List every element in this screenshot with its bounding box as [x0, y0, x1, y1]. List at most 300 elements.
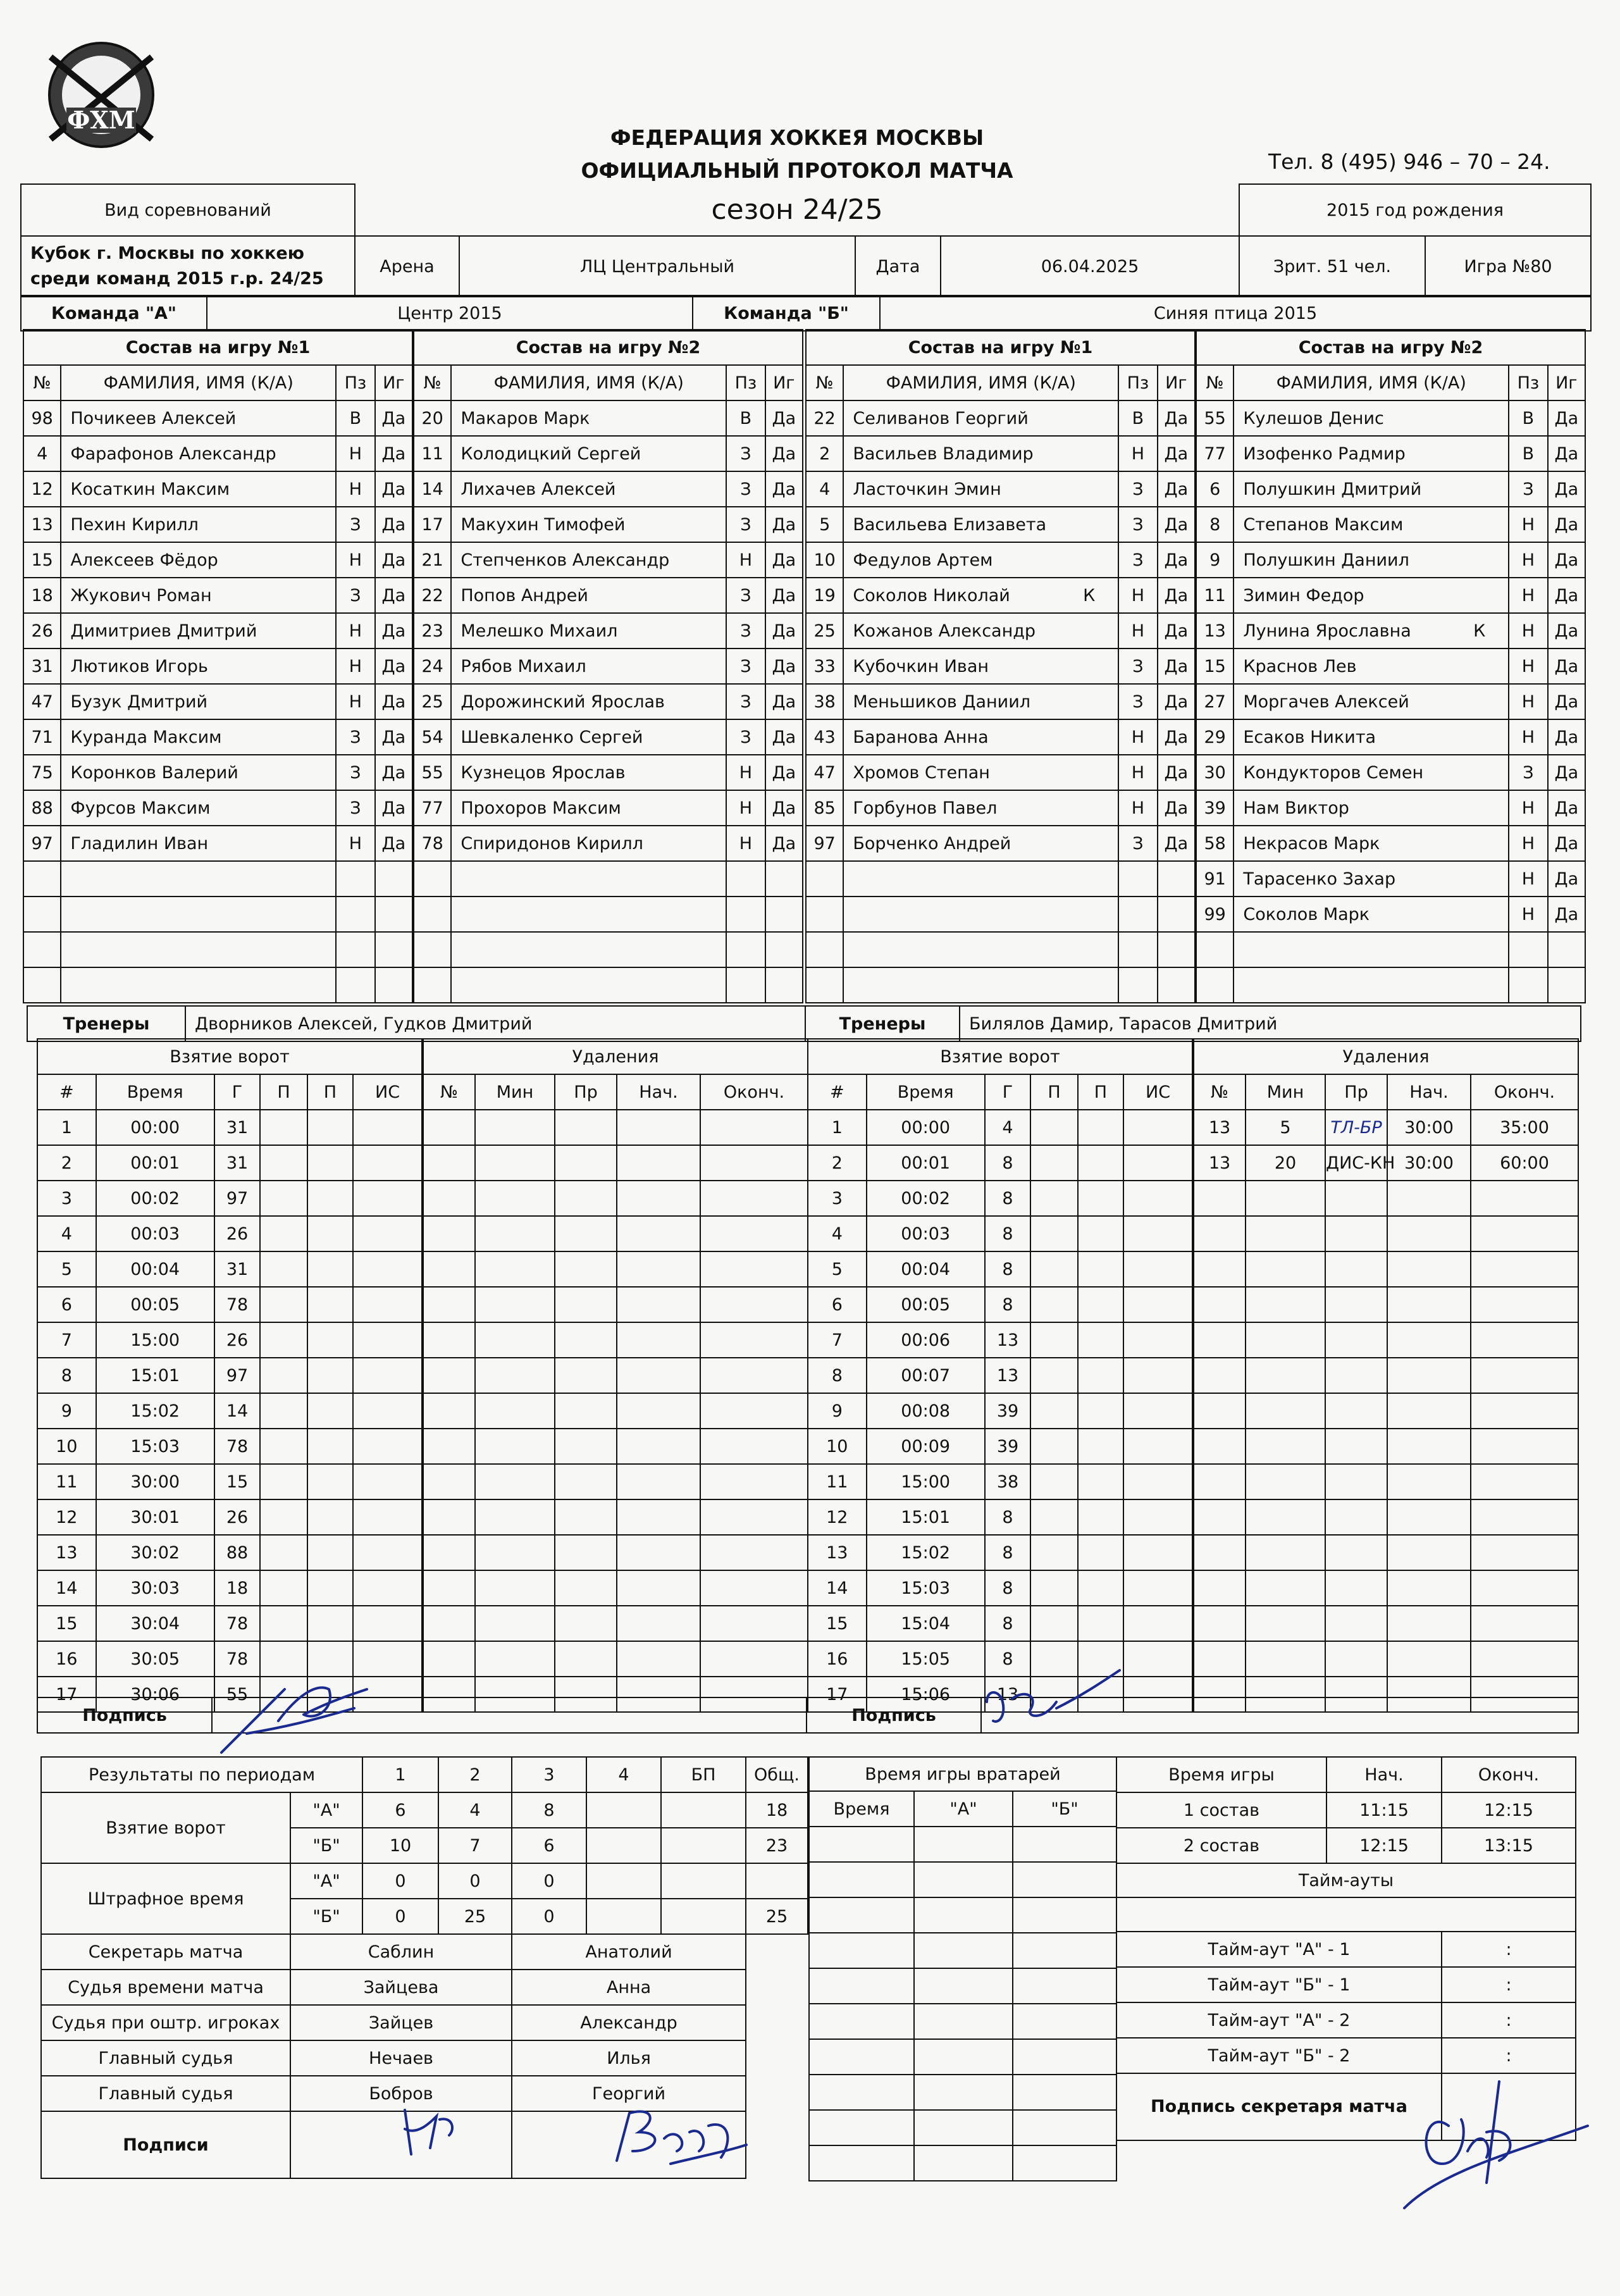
roster-table-4 — [1196, 329, 1586, 1003]
player-number: 55 — [414, 755, 451, 790]
empty-cell — [1118, 897, 1157, 932]
empty-cell — [414, 861, 451, 897]
spectators: Зрит. 51 чел. — [1239, 236, 1425, 297]
period-value — [586, 1863, 661, 1899]
player-number: 2 — [806, 436, 843, 471]
player-plays: Да — [765, 755, 803, 790]
playtime-title: Время игры — [1116, 1757, 1326, 1792]
empty-cell — [1471, 1464, 1578, 1499]
empty-cell — [307, 1145, 353, 1181]
period-value: 25 — [438, 1899, 512, 1934]
empty-cell — [555, 1145, 617, 1181]
empty-cell — [1123, 1181, 1192, 1216]
empty-cell — [423, 1287, 475, 1322]
empty-cell — [700, 1641, 808, 1677]
player-plays: Да — [1548, 400, 1585, 436]
player-name-text: Гладилин Иван — [70, 833, 209, 853]
empty-cell — [1158, 897, 1195, 932]
empty-cell — [1013, 2075, 1116, 2110]
player-number: 15 — [1196, 648, 1234, 684]
empty-cell — [1118, 932, 1157, 967]
empty-cell — [475, 1641, 555, 1677]
goal-row — [37, 1358, 422, 1393]
player-name-text: Колодицкий Сергей — [461, 444, 641, 464]
roster-row — [806, 507, 1195, 542]
penalty-row — [1194, 1641, 1578, 1677]
empty-cell — [260, 1570, 307, 1606]
empty-cell — [451, 861, 726, 897]
empty-cell — [475, 1216, 555, 1251]
goalie-header: Время — [809, 1791, 914, 1827]
empty-cell — [260, 1145, 307, 1181]
empty-cell — [1325, 1570, 1387, 1606]
player-position: Н — [1509, 684, 1547, 719]
player-position: З — [336, 507, 374, 542]
goalie-header: "А" — [914, 1791, 1013, 1827]
player-name — [843, 578, 1118, 613]
empty-cell — [1123, 1606, 1192, 1641]
period-value: 25 — [746, 1899, 808, 1934]
goal-cell: 17 — [37, 1677, 96, 1712]
goal-row — [37, 1393, 422, 1429]
goal-row — [37, 1145, 422, 1181]
official-row — [41, 1934, 808, 1970]
empty-cell — [700, 1570, 808, 1606]
period-value — [586, 1792, 661, 1828]
goal-cell: 8 — [37, 1358, 96, 1393]
captain-mark: К — [1473, 621, 1486, 641]
roster-row — [1196, 861, 1585, 897]
empty-cell — [1013, 1968, 1116, 2004]
empty-cell — [307, 1570, 353, 1606]
player-name — [843, 471, 1118, 507]
penalty-header: Мин — [475, 1074, 555, 1110]
empty-cell — [423, 1464, 475, 1499]
goal-row — [37, 1216, 422, 1251]
penalty-row — [423, 1570, 808, 1606]
official-role: Судья времени матча — [41, 1970, 290, 2005]
empty-cell — [1246, 1641, 1325, 1677]
empty-cell — [1123, 1358, 1192, 1393]
player-position: Н — [726, 790, 765, 826]
empty-cell — [475, 1535, 555, 1570]
empty-cell — [1246, 1251, 1325, 1287]
player-position: Н — [726, 542, 765, 578]
empty-cell — [1118, 967, 1157, 1003]
goal-cell: 9 — [37, 1393, 96, 1429]
goal-cell: 2 — [808, 1145, 867, 1181]
roster-row — [414, 400, 803, 436]
goal-cell: 97 — [214, 1358, 260, 1393]
empty-cell — [1246, 1464, 1325, 1499]
goal-cell: 11 — [808, 1464, 867, 1499]
player-name — [451, 471, 726, 507]
penalty-cell: ДИС-КН — [1325, 1145, 1387, 1181]
empty-cell — [1246, 1429, 1325, 1464]
player-number: 47 — [23, 684, 61, 719]
goal-cell: 00:04 — [96, 1251, 214, 1287]
empty-cell — [307, 1216, 353, 1251]
player-plays: Да — [375, 755, 412, 790]
roster-row — [414, 684, 803, 719]
empty-cell — [806, 932, 843, 967]
empty-cell — [336, 861, 374, 897]
empty-cell — [1325, 1499, 1387, 1535]
empty-cell — [260, 1287, 307, 1322]
player-name-text: Коронков Валерий — [70, 762, 238, 783]
official-surname: Зайцев — [290, 2005, 512, 2040]
empty-cell — [423, 1358, 475, 1393]
roster-row — [23, 719, 412, 755]
player-name — [61, 507, 336, 542]
empty-cell — [1471, 1181, 1578, 1216]
goal-cell: 00:03 — [867, 1216, 985, 1251]
goal-cell: 26 — [214, 1322, 260, 1358]
goal-cell: 8 — [985, 1570, 1030, 1606]
player-plays: Да — [1158, 648, 1195, 684]
playtime-end: 13:15 — [1442, 1828, 1576, 1863]
penalties-table-a — [423, 1038, 808, 1713]
signature-team-a — [209, 1670, 373, 1759]
player-number: 8 — [1196, 507, 1234, 542]
penalty-row — [1194, 1110, 1578, 1145]
player-position: В — [726, 400, 765, 436]
roster-row — [23, 542, 412, 578]
player-plays: Да — [1548, 613, 1585, 648]
goal-cell: 9 — [808, 1393, 867, 1429]
goal-cell: 13 — [985, 1358, 1030, 1393]
empty-cell — [1078, 1145, 1123, 1181]
goal-cell: 31 — [214, 1251, 260, 1287]
roster-row — [23, 897, 412, 932]
goals-title: Взятие ворот — [808, 1039, 1192, 1074]
player-number: 25 — [414, 684, 451, 719]
player-position: З — [1118, 684, 1157, 719]
goal-cell: 13 — [985, 1677, 1030, 1712]
player-plays: Да — [1548, 684, 1585, 719]
player-name — [451, 826, 726, 861]
penalty-row — [1194, 1181, 1578, 1216]
empty-cell — [23, 932, 61, 967]
goals-label: Взятие ворот — [41, 1792, 290, 1863]
roster-table-1 — [23, 329, 413, 1003]
empty-cell — [914, 1862, 1013, 1897]
goal-header: ИС — [353, 1074, 422, 1110]
player-number: 99 — [1196, 897, 1234, 932]
goal-cell: 00:02 — [96, 1181, 214, 1216]
player-position: Н — [1118, 719, 1157, 755]
penalty-cell: 5 — [1246, 1110, 1325, 1145]
player-name-text: Лунина Ярославна — [1243, 621, 1411, 641]
player-plays: Да — [765, 507, 803, 542]
empty-cell — [1509, 932, 1547, 967]
penalty-row — [423, 1429, 808, 1464]
roster-row — [806, 719, 1195, 755]
player-number: 12 — [23, 471, 61, 507]
player-number: 5 — [806, 507, 843, 542]
player-position: Н — [336, 471, 374, 507]
goal-row — [808, 1110, 1192, 1145]
empty-cell — [809, 2145, 914, 2181]
empty-cell — [617, 1145, 700, 1181]
empty-cell — [1123, 1535, 1192, 1570]
empty-cell — [1078, 1606, 1123, 1641]
player-name — [61, 436, 336, 471]
empty-cell — [1471, 1429, 1578, 1464]
goal-row — [37, 1464, 422, 1499]
goal-cell: 17 — [808, 1677, 867, 1712]
player-plays: Да — [1158, 542, 1195, 578]
empty-cell — [555, 1641, 617, 1677]
empty-cell — [809, 2075, 914, 2110]
empty-cell — [1194, 1216, 1246, 1251]
goal-cell: 8 — [808, 1358, 867, 1393]
empty-cell — [1325, 1287, 1387, 1322]
empty-cell — [375, 967, 412, 1003]
team-tag: "Б" — [290, 1899, 362, 1934]
period-header: Общ. — [746, 1757, 808, 1792]
player-number: 17 — [414, 507, 451, 542]
empty-cell — [1387, 1499, 1471, 1535]
player-name — [1234, 719, 1509, 755]
empty-cell — [423, 1429, 475, 1464]
goal-header: ИС — [1123, 1074, 1192, 1110]
player-plays: Да — [765, 578, 803, 613]
penalty-header: Пр — [1325, 1074, 1387, 1110]
official-name: Александр — [512, 2005, 746, 2040]
official-name: Георгий — [512, 2076, 746, 2111]
goal-header: П — [1030, 1074, 1077, 1110]
player-name-text: Пехин Кирилл — [70, 514, 199, 535]
player-name-text: Полушкин Даниил — [1243, 550, 1409, 570]
roster-row — [806, 861, 1195, 897]
period-header: БП — [661, 1757, 746, 1792]
empty-cell — [914, 2039, 1013, 2075]
player-number: 20 — [414, 400, 451, 436]
empty-cell — [700, 1287, 808, 1322]
roster-row — [23, 755, 412, 790]
arena-value: ЛЦ Центральный — [459, 236, 855, 297]
roster-row — [1196, 826, 1585, 861]
penalty-header: Пр — [555, 1074, 617, 1110]
empty-cell — [1194, 1358, 1246, 1393]
empty-cell — [1471, 1606, 1578, 1641]
goal-row — [37, 1322, 422, 1358]
goal-cell: 15:06 — [867, 1677, 985, 1712]
roster-row — [414, 897, 803, 932]
empty-cell — [617, 1216, 700, 1251]
empty-cell — [555, 1570, 617, 1606]
roster-row — [414, 755, 803, 790]
player-name-text: Жукович Роман — [70, 585, 212, 605]
penalties-title: Удаления — [423, 1039, 808, 1074]
empty-cell — [61, 861, 336, 897]
goal-header: П — [307, 1074, 353, 1110]
goal-cell: 5 — [808, 1251, 867, 1287]
goal-row — [808, 1499, 1192, 1535]
penalty-cell: 20 — [1246, 1145, 1325, 1181]
coaches-row — [27, 1005, 1581, 1042]
goal-cell: 00:00 — [96, 1110, 214, 1145]
goal-cell: 8 — [985, 1499, 1030, 1535]
player-plays: Да — [1548, 507, 1585, 542]
player-position: З — [1118, 648, 1157, 684]
roster-row — [23, 861, 412, 897]
roster-header-no: № — [806, 365, 843, 400]
roster-row — [414, 648, 803, 684]
goal-cell: 00:05 — [96, 1287, 214, 1322]
empty-cell — [1030, 1251, 1077, 1287]
roster-row — [1196, 507, 1585, 542]
signatures-label: Подписи — [41, 2111, 290, 2178]
signature-judge-2 — [607, 2101, 753, 2170]
goal-cell: 15 — [808, 1606, 867, 1641]
player-number: 75 — [23, 755, 61, 790]
goal-cell: 4 — [37, 1216, 96, 1251]
player-name — [451, 542, 726, 578]
goal-cell: 26 — [214, 1216, 260, 1251]
birth-year: 2015 год рождения — [1239, 184, 1591, 236]
player-name-text: Кубочкин Иван — [853, 656, 989, 676]
empty-cell — [809, 1933, 914, 1968]
roster-row — [1196, 578, 1585, 613]
player-position: Н — [336, 436, 374, 471]
empty-cell — [1246, 1216, 1325, 1251]
roster-header-pos: Пз — [726, 365, 765, 400]
empty-cell — [914, 2145, 1013, 2181]
period-value: 0 — [438, 1863, 512, 1899]
empty-cell — [353, 1181, 422, 1216]
competition-name: Кубок г. Москвы по хоккею среди команд 2015 г.р. 24/25 — [21, 236, 355, 297]
penalty-row — [423, 1393, 808, 1429]
roster-row — [1196, 755, 1585, 790]
player-name-text: Некрасов Марк — [1243, 833, 1380, 853]
player-number: 54 — [414, 719, 451, 755]
penalty-row — [423, 1216, 808, 1251]
empty-cell — [700, 1606, 808, 1641]
player-name-text: Рябов Михаил — [461, 656, 586, 676]
player-plays: Да — [765, 790, 803, 826]
roster-row — [806, 471, 1195, 507]
empty-cell — [555, 1393, 617, 1429]
official-surname: Саблин — [290, 1934, 512, 1970]
player-name — [61, 826, 336, 861]
player-position: Н — [1509, 719, 1547, 755]
goal-cell: 97 — [214, 1181, 260, 1216]
period-value: 23 — [746, 1828, 808, 1863]
roster-header-name: ФАМИЛИЯ, ИМЯ (К/А) — [451, 365, 726, 400]
penalty-header: Оконч. — [1471, 1074, 1578, 1110]
goal-cell: 39 — [985, 1393, 1030, 1429]
goal-cell: 11 — [37, 1464, 96, 1499]
empty-cell — [1471, 1287, 1578, 1322]
roster-row — [806, 684, 1195, 719]
empty-cell — [726, 897, 765, 932]
penalty-row — [1194, 1429, 1578, 1464]
timeout-label: Тайм-аут "Б" - 1 — [1116, 1967, 1442, 2002]
player-number: 29 — [1196, 719, 1234, 755]
player-position: В — [1118, 400, 1157, 436]
penalty-row — [423, 1145, 808, 1181]
period-value — [661, 1792, 746, 1828]
roster-row — [1196, 471, 1585, 507]
empty-cell — [353, 1393, 422, 1429]
penalty-row — [1194, 1499, 1578, 1535]
empty-cell — [475, 1145, 555, 1181]
empty-cell — [765, 932, 803, 967]
roster-header-pos: Пз — [336, 365, 374, 400]
goal-cell: 15:03 — [867, 1570, 985, 1606]
player-number: 27 — [1196, 684, 1234, 719]
empty-cell — [475, 1429, 555, 1464]
player-position: Н — [336, 613, 374, 648]
empty-cell — [475, 1393, 555, 1429]
empty-cell — [809, 2110, 914, 2145]
empty-cell — [423, 1570, 475, 1606]
empty-cell — [1123, 1393, 1192, 1429]
empty-cell — [617, 1429, 700, 1464]
player-number: 91 — [1196, 861, 1234, 897]
player-position: З — [726, 719, 765, 755]
goal-row — [37, 1499, 422, 1535]
player-number: 10 — [806, 542, 843, 578]
playtime-end-header: Оконч. — [1442, 1757, 1576, 1792]
empty-cell — [475, 1570, 555, 1606]
goal-cell: 15:01 — [867, 1499, 985, 1535]
empty-cell — [1194, 1464, 1246, 1499]
empty-cell — [1194, 1535, 1246, 1570]
arena-label: Арена — [355, 236, 459, 297]
player-name — [843, 755, 1118, 790]
player-name — [1234, 861, 1509, 897]
goal-cell: 00:09 — [867, 1429, 985, 1464]
empty-cell — [260, 1358, 307, 1393]
player-position: Н — [1118, 436, 1157, 471]
roster-header-no: № — [414, 365, 451, 400]
player-name-text: Фурсов Максим — [70, 798, 211, 818]
player-name-text: Меньшиков Даниил — [853, 692, 1031, 712]
roster-header-no: № — [1196, 365, 1234, 400]
goal-cell: 00:06 — [867, 1322, 985, 1358]
roster-header-name: ФАМИЛИЯ, ИМЯ (К/А) — [843, 365, 1118, 400]
goal-cell: 30:06 — [96, 1677, 214, 1712]
player-name-text: Алексеев Фёдор — [70, 550, 218, 570]
empty-cell — [475, 1287, 555, 1322]
player-plays: Да — [1158, 471, 1195, 507]
official-surname: Бобров — [290, 2076, 512, 2111]
penalty-cell: 60:00 — [1471, 1145, 1578, 1181]
player-number: 15 — [23, 542, 61, 578]
empty-cell — [1194, 1322, 1246, 1358]
player-name — [61, 542, 336, 578]
player-position: Н — [336, 684, 374, 719]
roster-row — [23, 471, 412, 507]
roster-header-pos: Пз — [1509, 365, 1547, 400]
empty-cell — [555, 1429, 617, 1464]
penalty-cell: 13 — [1194, 1145, 1246, 1181]
period-value: 0 — [512, 1863, 586, 1899]
player-name — [843, 542, 1118, 578]
player-number: 97 — [806, 826, 843, 861]
empty-cell — [1030, 1606, 1077, 1641]
player-name-text: Соколов Марк — [1243, 904, 1370, 924]
goal-cell: 39 — [985, 1429, 1030, 1464]
empty-cell — [1030, 1181, 1077, 1216]
empty-cell — [353, 1251, 422, 1287]
official-surname: Нечаев — [290, 2040, 512, 2076]
period-value: 0 — [362, 1863, 438, 1899]
player-name — [1234, 897, 1509, 932]
